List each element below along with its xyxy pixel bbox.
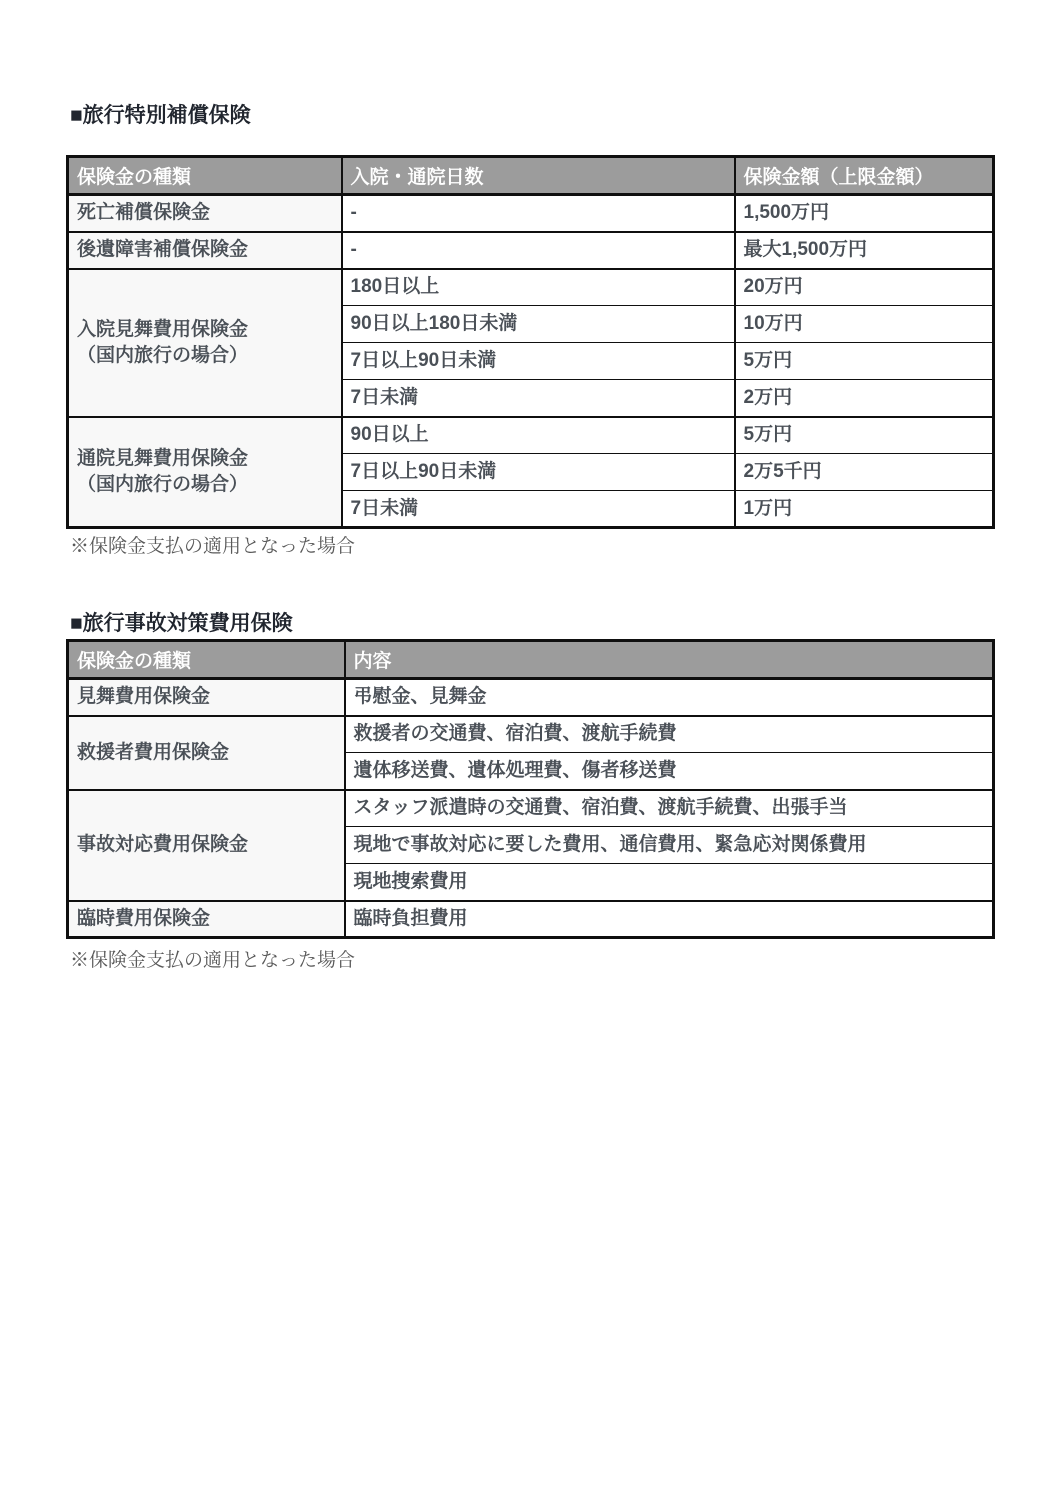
cell-content: 臨時負担費用 (345, 901, 994, 938)
cell-days: 90日以上180日未満 (342, 306, 735, 343)
insurance-type-line2: （国内旅行の場合） (77, 473, 249, 495)
cell-insurance-type: 死亡補償保険金 (68, 195, 342, 232)
cell-amount: 10万円 (735, 306, 994, 343)
section2-title: ■旅行事故対策費用保険 (70, 612, 293, 635)
col-header-insurance-type: 保険金の種類 (68, 157, 342, 195)
section1-title: ■旅行特別補償保険 (70, 104, 251, 127)
table-row (68, 790, 994, 827)
col-header-amount: 保険金額（上限金額） (735, 157, 994, 195)
cell-days: 180日以上 (342, 269, 735, 306)
cell-amount: 5万円 (735, 417, 994, 454)
cell-insurance-type (68, 269, 342, 417)
footnote: ※保険金支払の適用となった場合 (70, 536, 356, 557)
cell-insurance-type: 事故対応費用保険金 (68, 790, 345, 901)
cell-content: 遺体移送費、遺体処理費、傷者移送費 (345, 753, 994, 790)
cell-amount: 1,500万円 (735, 195, 994, 232)
table-row (68, 269, 994, 306)
cell-days: - (342, 195, 735, 232)
cell-amount: 最大1,500万円 (735, 232, 994, 269)
table-header-row (68, 641, 994, 679)
insurance-type-line1: 入院見舞費用保険金 (77, 318, 249, 340)
col-header-content: 内容 (345, 641, 994, 679)
cell-insurance-type: 見舞費用保険金 (68, 679, 345, 716)
col-header-days: 入院・通院日数 (342, 157, 735, 195)
cell-amount: 2万円 (735, 380, 994, 417)
table-row (68, 417, 994, 454)
footnote: ※保険金支払の適用となった場合 (70, 950, 356, 971)
accident-countermeasure-expense-insurance-table (66, 639, 995, 939)
cell-insurance-type: 後遺障害補償保険金 (68, 232, 342, 269)
cell-insurance-type (68, 417, 342, 528)
cell-content: 現地で事故対応に要した費用、通信費用、緊急応対関係費用 (345, 827, 994, 864)
cell-days: 90日以上 (342, 417, 735, 454)
insurance-type-line1: 通院見舞費用保険金 (77, 448, 249, 470)
cell-content: 救援者の交通費、宿泊費、渡航手続費 (345, 716, 994, 753)
table-row (68, 679, 994, 716)
cell-days: 7日未満 (342, 380, 735, 417)
table-row (68, 716, 994, 753)
cell-amount: 5万円 (735, 343, 994, 380)
cell-days: 7日未満 (342, 491, 735, 528)
cell-amount: 20万円 (735, 269, 994, 306)
cell-amount: 2万5千円 (735, 454, 994, 491)
table-header-row (68, 157, 994, 195)
cell-amount: 1万円 (735, 491, 994, 528)
table-row (68, 901, 994, 938)
table-row (68, 232, 994, 269)
cell-content: 弔慰金、見舞金 (345, 679, 994, 716)
table-row (68, 195, 994, 232)
special-compensation-insurance-table (66, 155, 995, 529)
cell-insurance-type: 臨時費用保険金 (68, 901, 345, 938)
insurance-type-line2: （国内旅行の場合） (77, 344, 249, 366)
cell-content: 現地捜索費用 (345, 864, 994, 901)
cell-days: 7日以上90日未満 (342, 343, 735, 380)
cell-content: スタッフ派遣時の交通費、宿泊費、渡航手続費、出張手当 (345, 790, 994, 827)
cell-days: 7日以上90日未満 (342, 454, 735, 491)
cell-days: - (342, 232, 735, 269)
col-header-insurance-type: 保険金の種類 (68, 641, 345, 679)
cell-insurance-type: 救援者費用保険金 (68, 716, 345, 790)
